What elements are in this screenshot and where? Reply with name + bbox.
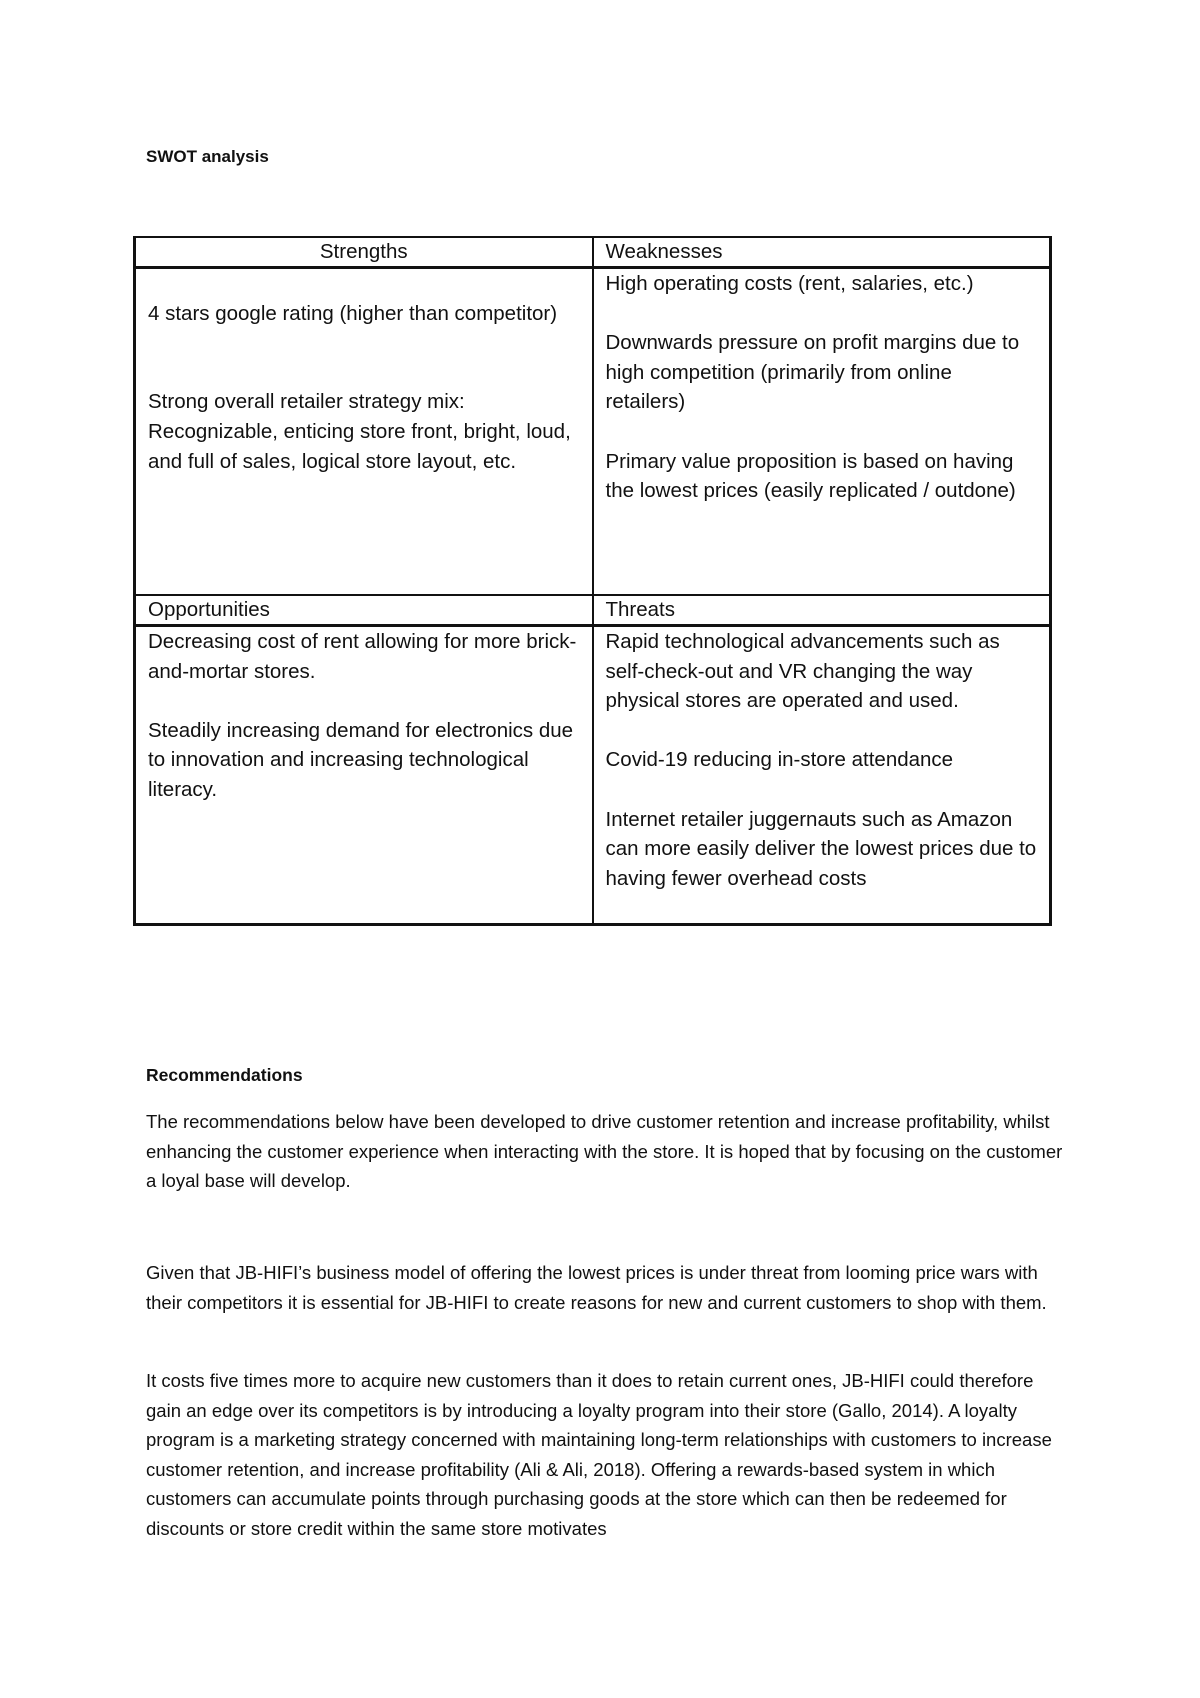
- weakness-item: High operating costs (rent, salaries, etc.): [605, 272, 974, 295]
- strengths-header: Strengths: [135, 237, 593, 268]
- opportunities-header: Opportunities: [135, 595, 593, 626]
- threat-item: Rapid technological advancements such as self-check-out and VR changing the way physical stores are operated and used.: [605, 630, 1000, 713]
- threat-item: Covid-19 reducing in-store attendance: [605, 748, 954, 772]
- weaknesses-header: Weaknesses: [593, 237, 1051, 268]
- paragraph-text: It costs five times more to acquire new customers than it does to retain current ones, JB-HIFI could therefore gain an edge over its competitors is by introducing a loyalty program into their store (Gallo, 2014). A loyalty program is a marketing strategy concerned with maintaining long-term relationships with customers to increase customer retention, and increase profitability (Ali & Ali, 2018). Offering a rewards-based system in which customers can accumulate points through purchasing goods at the store which can then be redeemed for discounts or store credit within the same store motivates: [146, 1370, 1052, 1539]
- weaknesses-cell: [593, 268, 1051, 596]
- page-title: SWOT analysis: [146, 147, 269, 166]
- strength-item: Strong overall retailer strategy mix: Recognizable, enticing store front, bright, loud, and full of sales, logical store layout, etc.: [148, 390, 571, 473]
- opportunity-item: Steadily increasing demand for electronics due to innovation and increasing technological literacy.: [148, 718, 574, 801]
- weakness-item: Primary value proposition is based on having the lowest prices (easily replicated / outdone): [605, 449, 1016, 503]
- threats-header: Threats: [593, 595, 1051, 626]
- recommendations-paragraph: [146, 1107, 1066, 1196]
- recommendations-paragraph: [146, 1258, 1066, 1317]
- recommendations-paragraph: [146, 1366, 1066, 1544]
- strengths-cell: [135, 268, 593, 596]
- threats-cell: [593, 626, 1051, 925]
- opportunities-cell: [135, 626, 593, 925]
- opportunity-item: Decreasing cost of rent allowing for more brick-and-mortar stores.: [148, 630, 577, 683]
- threat-item: Internet retailer juggernauts such as Amazon can more easily deliver the lowest prices due to having fewer overhead costs: [605, 807, 1037, 890]
- weakness-item: Downwards pressure on profit margins due to high competition (primarily from online retailers): [605, 331, 1020, 414]
- strength-item: 4 stars google rating (higher than competitor): [148, 301, 558, 325]
- paragraph-text: The recommendations below have been developed to drive customer retention and increase profitability, whilst enhancing the customer experience when interacting with the store. It is hoped that by focusing on the customer a loyal base will develop.: [146, 1111, 1063, 1192]
- swot-table: [133, 236, 1052, 926]
- paragraph-text: Given that JB-HIFI’s business model of offering the lowest prices is under threat from looming price wars with their competitors it is essential for JB-HIFI to create reasons for new and current customers to shop with them.: [146, 1262, 1047, 1313]
- recommendations-title: Recommendations: [146, 1065, 303, 1085]
